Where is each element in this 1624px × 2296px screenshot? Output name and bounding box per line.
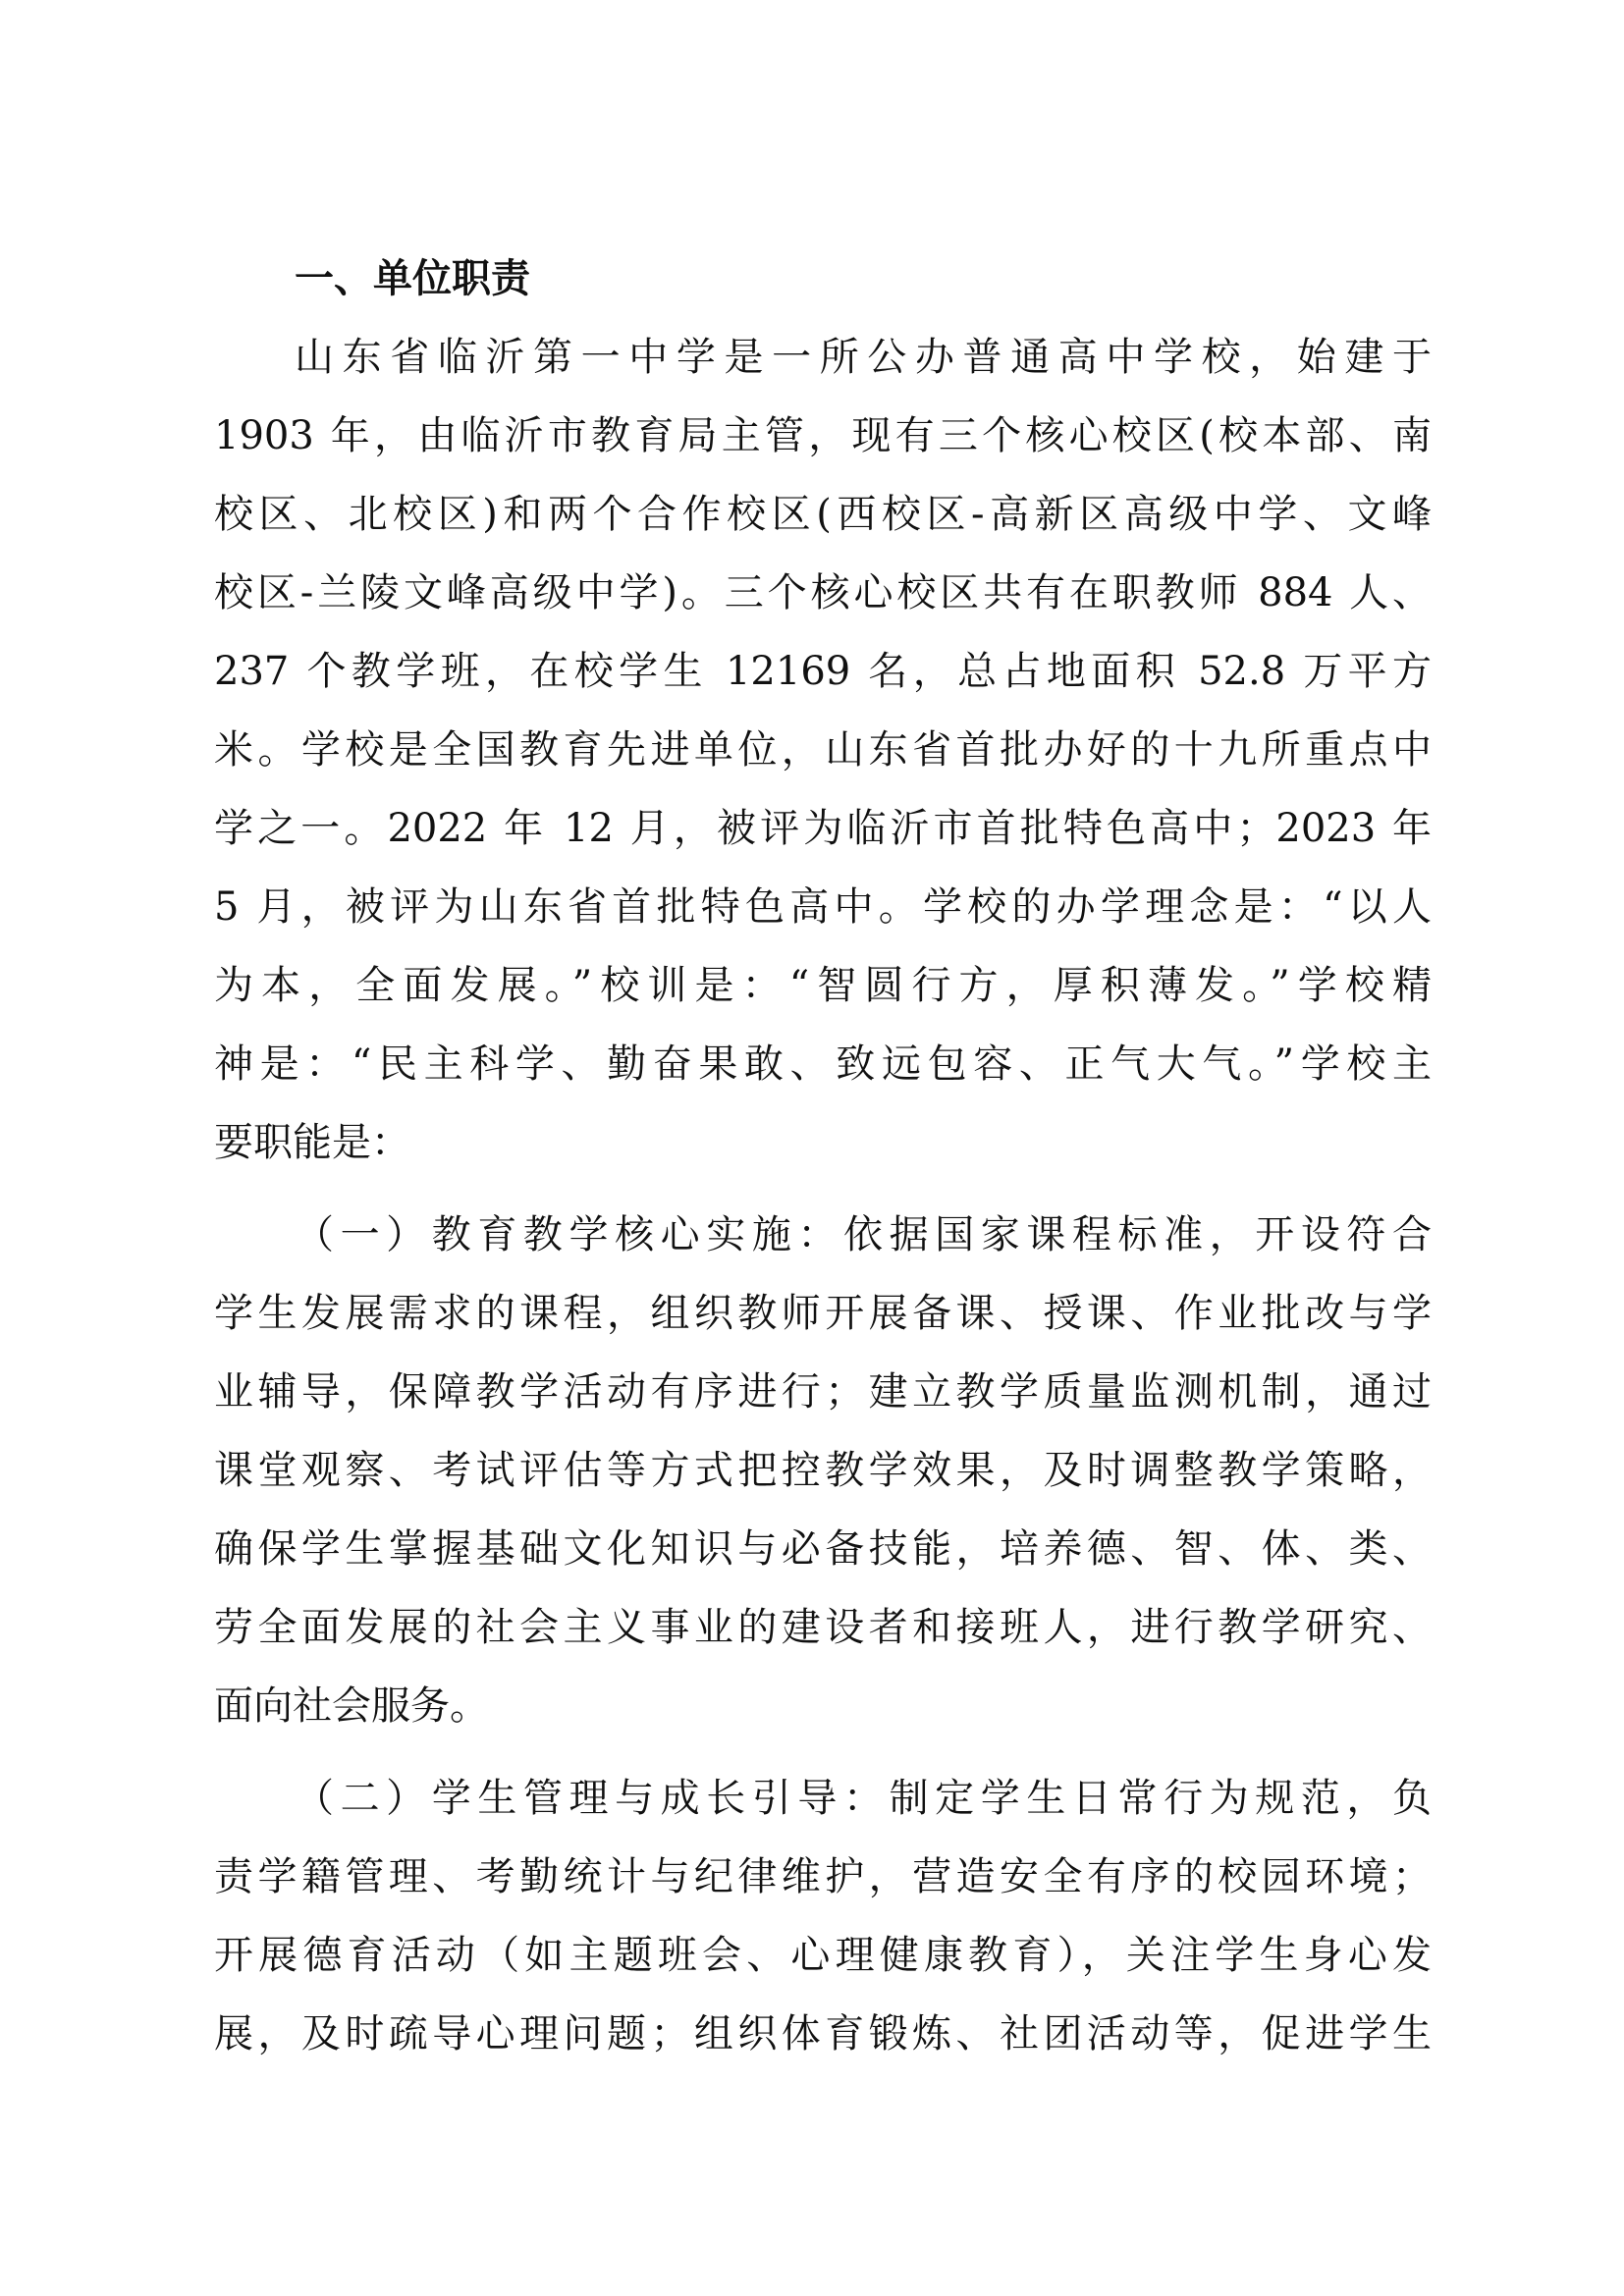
paragraph-2-line: 业辅导，保障教学活动有序进行；建立教学质量监测机制，通过	[214, 1369, 1432, 1415]
paragraph-1-line: 237 个教学班，在校学生 12169 名，总占地面积 52.8 万平方	[214, 649, 1432, 694]
section-heading: 一、单位职责	[295, 256, 530, 301]
paragraph-1-line: 神是：“民主科学、勤奋果敢、致远包容、正气大气。”学校主	[214, 1041, 1432, 1087]
paragraph-2-line: （一）教育教学核心实施：依据国家课程标准，开设符合	[295, 1212, 1432, 1257]
paragraph-1-line: 要职能是：	[214, 1120, 410, 1165]
paragraph-2-line: 面向社会服务。	[214, 1683, 489, 1729]
paragraph-3-line: 开展德育活动（如主题班会、心理健康教育），关注学生身心发	[214, 1933, 1432, 1978]
paragraph-1-line: 学之一。2022 年 12 月，被评为临沂市首批特色高中；2023 年	[214, 806, 1432, 851]
paragraph-3-line: （二）学生管理与成长引导：制定学生日常行为规范，负	[295, 1776, 1432, 1821]
paragraph-1-line: 1903 年，由临沂市教育局主管，现有三个核心校区(校本部、南	[214, 413, 1432, 458]
paragraph-1-line: 山东省临沂第一中学是一所公办普通高中学校，始建于	[295, 335, 1432, 380]
paragraph-1-line: 校区、北校区)和两个合作校区(西校区-高新区高级中学、文峰	[214, 492, 1432, 537]
paragraph-2-line: 课堂观察、考试评估等方式把控教学效果，及时调整教学策略，	[214, 1448, 1432, 1493]
paragraph-1-line: 校区-兰陵文峰高级中学)。三个核心校区共有在职教师 884 人、	[214, 570, 1432, 615]
paragraph-1-line: 米。学校是全国教育先进单位，山东省首批办好的十九所重点中	[214, 727, 1432, 773]
paragraph-1-line: 为本，全面发展。”校训是：“智圆行方，厚积薄发。”学校精	[214, 963, 1432, 1008]
paragraph-2-line: 学生发展需求的课程，组织教师开展备课、授课、作业批改与学	[214, 1291, 1432, 1336]
paragraph-1-line: 5 月，被评为山东省首批特色高中。学校的办学理念是：“以人	[214, 884, 1432, 930]
paragraph-3-line: 责学籍管理、考勤统计与纪律维护，营造安全有序的校园环境；	[214, 1854, 1432, 1899]
paragraph-2-line: 劳全面发展的社会主义事业的建设者和接班人，进行教学研究、	[214, 1605, 1432, 1650]
paragraph-3-line: 展，及时疏导心理问题；组织体育锻炼、社团活动等，促进学生	[214, 2011, 1432, 2056]
paragraph-2-line: 确保学生掌握基础文化知识与必备技能，培养德、智、体、类、	[214, 1526, 1432, 1572]
